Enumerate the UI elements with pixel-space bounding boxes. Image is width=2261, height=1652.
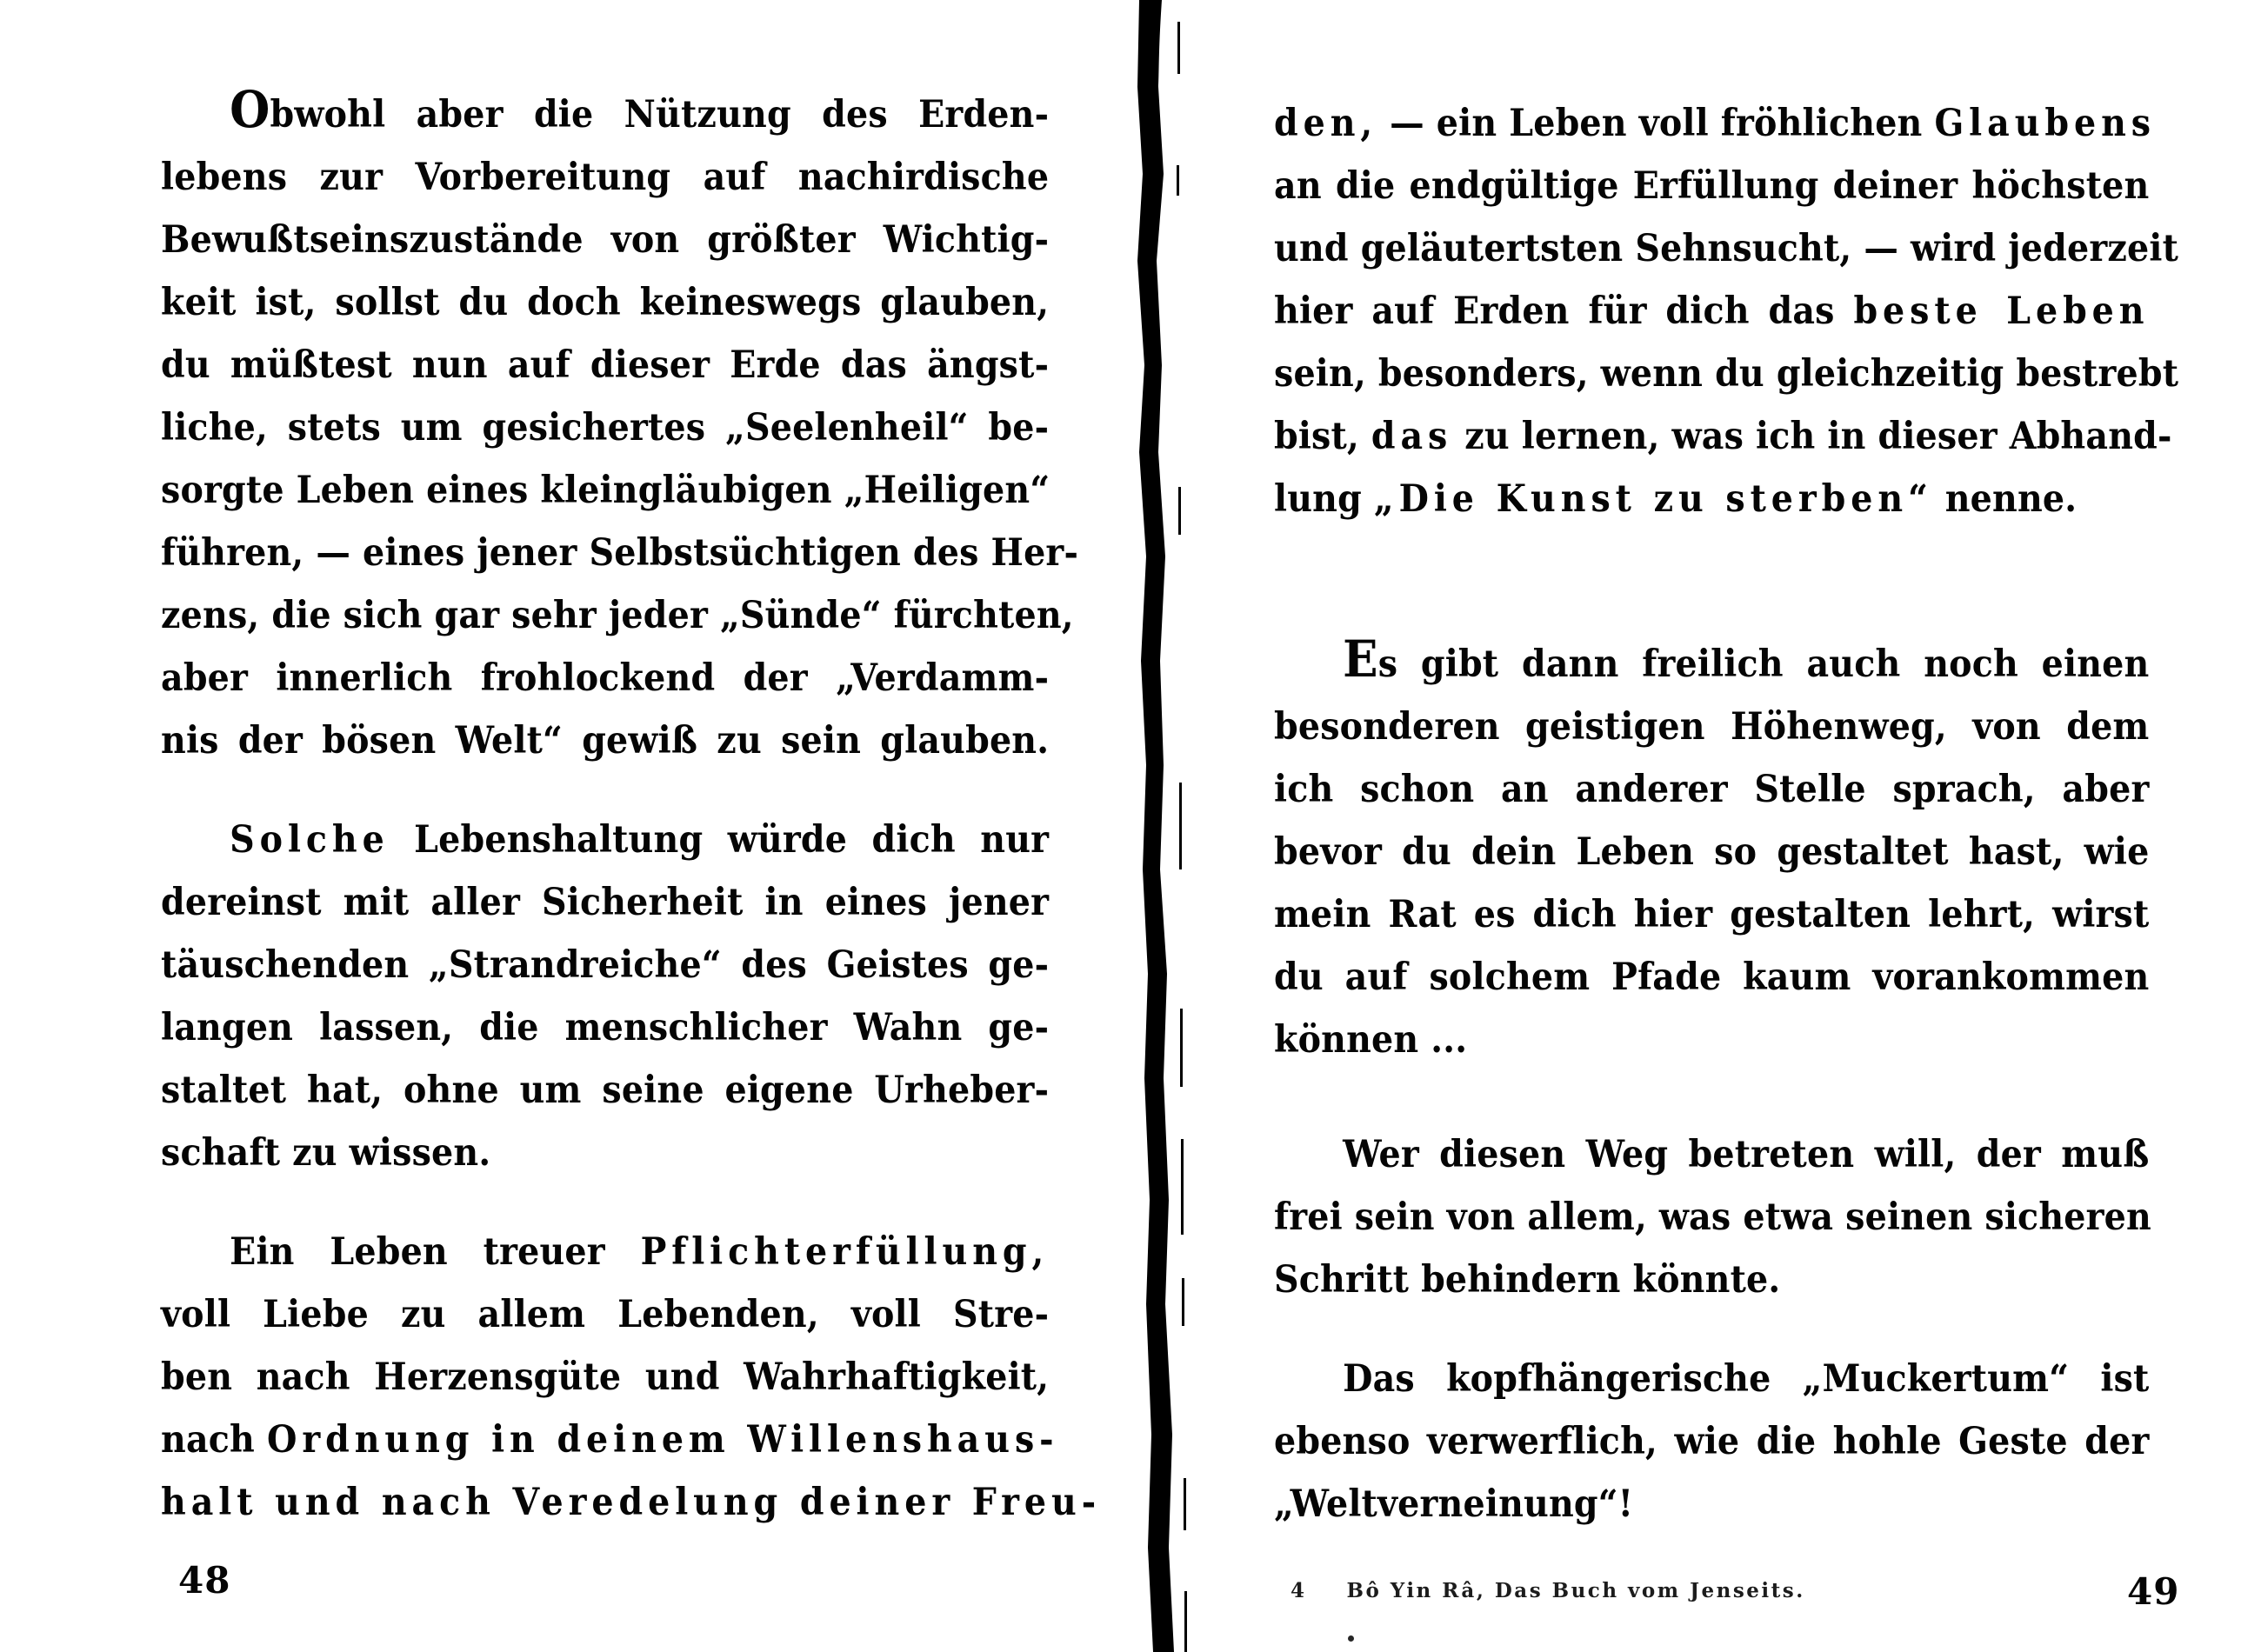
text-segment: Lebenshaltung würde dich nur — [389, 818, 1050, 862]
text-line — [1274, 155, 2149, 217]
text-line — [1274, 92, 2157, 155]
text-segment: ben nach Herzensgüte und Wahrhaftigkeit, — [161, 1356, 1050, 1399]
text-line — [1274, 1410, 2149, 1473]
text-segment: bist, — [1274, 415, 1371, 458]
text-segment: keit ist, sollst du doch keineswegs glauben, — [161, 281, 1050, 324]
letterspaced-emphasis: Glaubens — [1934, 102, 2157, 145]
text-segment: sein, besonders, wenn du gleichzeitig bestrebt — [1274, 352, 2179, 396]
text-line — [161, 809, 1049, 871]
text-line — [1274, 343, 2179, 405]
text-segment: lung — [1274, 477, 1374, 521]
text-line — [161, 80, 1050, 146]
text-line — [161, 996, 1049, 1059]
footer-signature-line — [1291, 1579, 1805, 1602]
text-segment: täuschenden „Strandreiche“ des Geistes ge- — [161, 943, 1050, 987]
text-line — [161, 1471, 1102, 1534]
text-line — [1274, 1473, 2149, 1535]
text-line — [161, 1059, 1049, 1122]
text-segment: ebenso verwerflich, wie die hohle Geste der — [1274, 1420, 2150, 1463]
text-segment: an die endgültige Erfüllung deiner höchsten — [1274, 164, 2150, 208]
text-line — [1274, 758, 2149, 821]
text-line — [1274, 1348, 2149, 1410]
paragraph — [1274, 1348, 2149, 1535]
page-number-left: 48 — [178, 1559, 231, 1602]
text-segment: voll Liebe zu allem Lebenden, voll Stre- — [161, 1293, 1050, 1336]
text-line — [161, 1221, 1049, 1283]
text-line — [1274, 946, 2149, 1009]
text-line — [1274, 883, 2149, 946]
scan-speck — [1348, 1635, 1354, 1642]
book-gutter-shadow — [1124, 0, 1193, 1652]
text-line — [161, 334, 1049, 396]
paragraph — [161, 80, 1079, 772]
text-segment: können ... — [1274, 1018, 1468, 1062]
text-segment: bevor du dein Leben so gestaltet hast, wie — [1274, 830, 2150, 874]
text-line — [161, 1283, 1049, 1346]
text-segment: schaft zu wissen. — [161, 1131, 491, 1175]
text-line — [1274, 629, 2150, 696]
text-segment: Ein Leben treuer — [230, 1230, 641, 1274]
page-left-text-block — [161, 80, 1102, 1534]
text-segment: Wer diesen Weg betreten will, der muß — [1343, 1133, 2150, 1176]
text-segment: nis der bösen Welt“ gewiß zu sein glauben. — [161, 719, 1050, 763]
paragraph — [1274, 1123, 2149, 1311]
text-line — [161, 209, 1049, 271]
paragraph — [1274, 629, 2150, 1071]
text-line — [161, 709, 1049, 772]
text-line — [161, 271, 1049, 334]
text-line — [1274, 696, 2149, 758]
text-segment: staltet hat, ohne um seine eigene Urheber- — [161, 1069, 1050, 1112]
text-segment: langen lassen, die menschlicher Wahn ge- — [161, 1006, 1050, 1049]
text-line — [1274, 821, 2149, 883]
text-segment: dereinst mit aller Sicherheit in eines jener — [161, 881, 1050, 924]
text-segment: du auf solchem Pfade kaum vorankommen — [1274, 956, 2150, 999]
signature-number: 4 — [1291, 1579, 1307, 1602]
text-segment: bwohl aber die Nützung des Erden- — [270, 93, 1050, 137]
text-line — [161, 647, 1049, 709]
text-segment: sorgte Leben eines kleingläubigen „Heiligen“ — [161, 469, 1050, 512]
text-line — [1274, 468, 2149, 530]
text-line — [161, 871, 1049, 934]
text-line — [1274, 405, 2172, 468]
text-segment: nach — [161, 1418, 267, 1462]
text-segment: und geläutertsten Sehnsucht, — wird jederzeit — [1274, 227, 2179, 270]
page-right-text-block — [1274, 92, 2179, 1535]
initial-capital: O — [230, 80, 270, 139]
text-line — [1274, 217, 2179, 280]
text-segment: du müßtest nun auf dieser Erde das ängst- — [161, 343, 1050, 387]
text-segment: Schritt behindern könnte. — [1274, 1258, 1781, 1302]
text-line — [161, 459, 1049, 522]
letterspaced-emphasis: das — [1371, 415, 1453, 458]
text-segment: s gibt dann freilich auch noch einen — [1377, 643, 2150, 686]
text-segment: frei sein von allem, was etwa seinen sicheren — [1274, 1196, 2151, 1239]
text-segment: besonderen geistigen Höhenweg, von dem — [1274, 705, 2150, 749]
initial-capital: E — [1343, 629, 1378, 689]
text-segment: aber innerlich frohlockend der „Verdamm- — [161, 656, 1050, 700]
text-line — [161, 1346, 1049, 1409]
text-line — [1274, 280, 2149, 343]
letterspaced-emphasis: den, — [1274, 102, 1378, 145]
text-segment: Bewußtseinszustände von größter Wichtig- — [161, 218, 1050, 262]
text-segment: mein Rat es dich hier gestalten lehrt, wirst — [1274, 893, 2150, 936]
letterspaced-emphasis: Ordnung in deinem Willenshaus- — [266, 1418, 1059, 1462]
paragraph — [1274, 92, 2179, 530]
text-segment: liche, stets um gesichertes „Seelenheil“ be- — [161, 406, 1050, 450]
text-line — [161, 522, 1079, 584]
text-segment: nenne. — [1932, 477, 2078, 521]
text-line — [161, 396, 1049, 459]
text-line — [1274, 1009, 2149, 1071]
paragraph — [161, 809, 1049, 1184]
letterspaced-emphasis: Pflichterfüllung, — [640, 1230, 1050, 1274]
text-segment: „Weltverneinung“! — [1274, 1482, 1634, 1526]
text-line — [161, 584, 1074, 647]
text-line — [161, 934, 1049, 996]
page-number-right: 49 — [2127, 1570, 2180, 1613]
letterspaced-emphasis: Solche — [230, 818, 390, 862]
text-segment: — ein Leben voll fröhlichen — [1377, 102, 1935, 145]
text-segment: zens, die sich gar sehr jeder „Sünde“ fürchten, — [161, 594, 1074, 637]
text-segment: Das kopfhängerische „Muckertum“ ist — [1343, 1357, 2150, 1401]
text-line — [161, 1122, 1049, 1184]
letterspaced-emphasis: halt und nach Veredelung deiner Freu- — [161, 1481, 1102, 1524]
text-line — [1274, 1123, 2149, 1186]
text-segment: lebens zur Vorbereitung auf nachirdische — [161, 156, 1050, 199]
paragraph — [161, 1221, 1102, 1534]
text-segment: zu lernen, was ich in dieser Abhand- — [1452, 415, 2172, 458]
text-line — [1274, 1249, 2149, 1311]
text-segment: ich schon an anderer Stelle sprach, aber — [1274, 768, 2150, 811]
text-line — [161, 1409, 1059, 1471]
text-line — [161, 146, 1049, 209]
letterspaced-emphasis: beste Leben — [1853, 290, 2150, 333]
text-line — [1274, 1186, 2149, 1249]
letterspaced-emphasis: „Die Kunst zu sterben“ — [1373, 477, 1933, 521]
text-segment: hier auf Erden für dich das — [1274, 290, 1854, 333]
text-segment: führen, — eines jener Selbstsüchtigen des Her- — [161, 531, 1079, 575]
book-title-footer: Bô Yin Râ, Das Buch vom Jenseits. — [1346, 1579, 1805, 1602]
